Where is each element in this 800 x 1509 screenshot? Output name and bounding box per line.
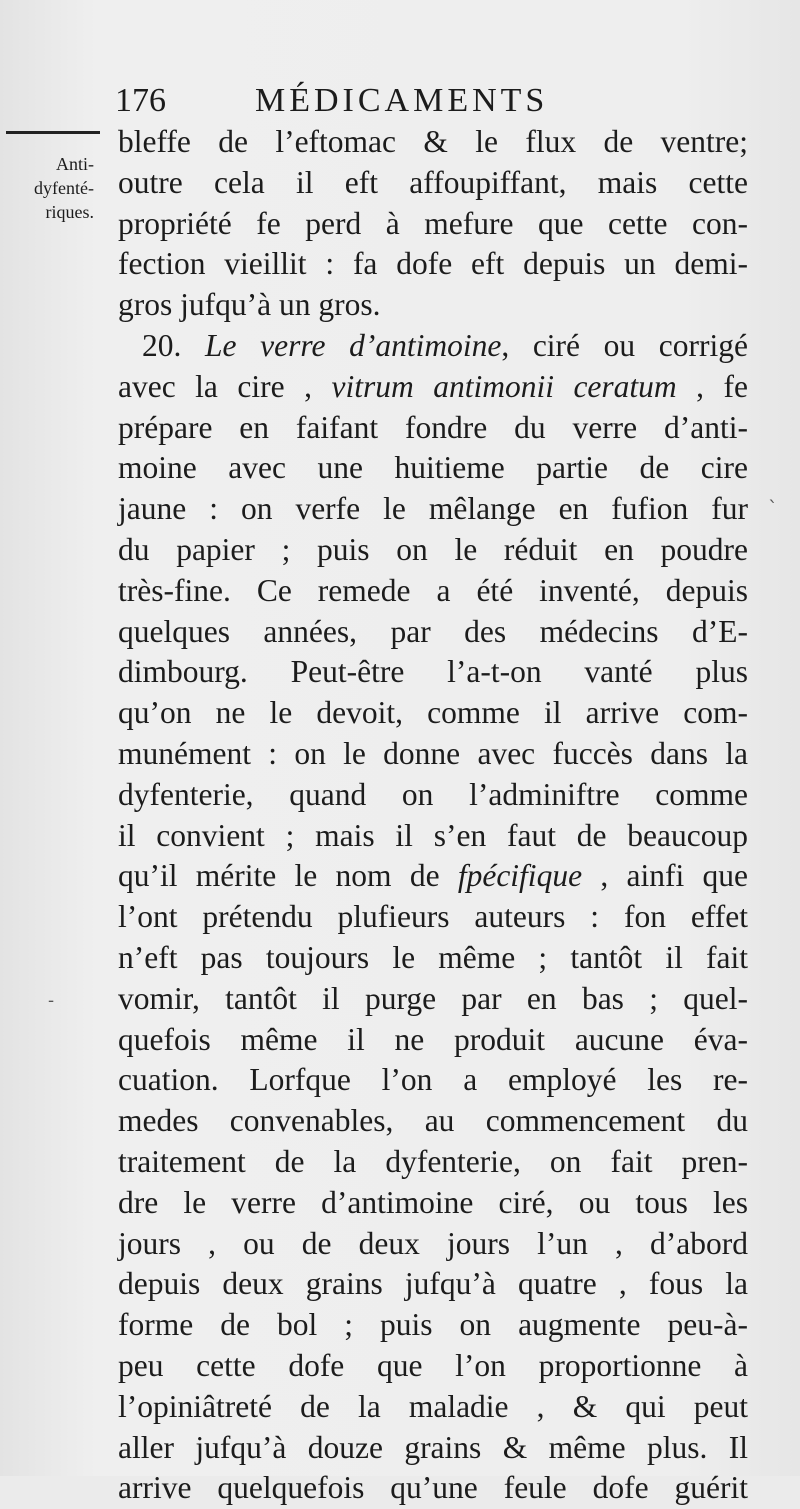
text-line: forme de bol ; puis on augmente peu-à-	[118, 1307, 748, 1343]
text-line: l’opiniâtreté de la maladie , & qui peut	[118, 1388, 748, 1424]
text-line	[118, 856, 748, 897]
running-title: MÉDICAMENTS	[255, 82, 549, 119]
text-line: gros jufqu’à un gros.	[118, 287, 381, 323]
stray-mark: -	[48, 990, 55, 1011]
text-line: aller jufqu’à douze grains & même plus. Il	[118, 1429, 748, 1465]
page-header	[115, 82, 595, 126]
text-line: vomir, tantôt il purge par en bas ; quel-	[118, 980, 748, 1016]
text-segment: , fe	[676, 368, 748, 404]
text-line: munément : on le donne avec fuccès dans la	[118, 735, 748, 771]
text-segment: qu’il mérite le nom de	[118, 858, 458, 894]
text-line: dre le verre d’antimoine ciré, ou tous les	[118, 1184, 748, 1220]
text-line: bleffe de l’eftomac & le flux de ventre;	[118, 124, 748, 159]
text-line: dyfenterie, quand on l’adminiftre comme	[118, 776, 748, 812]
text-line: quelques années, par des médecins d’E-	[118, 613, 748, 649]
text-line	[118, 326, 748, 367]
margin-note-line: Anti-	[56, 154, 94, 174]
text-line: moine avec une huitieme partie de cire	[118, 450, 748, 486]
margin-note	[2, 152, 94, 224]
text-line: outre cela il eft affoupiffant, mais cette	[118, 164, 748, 200]
text-segment: , ciré ou corrigé	[501, 327, 748, 363]
text-line: traitement de la dyfenterie, on fait pren-	[118, 1143, 748, 1179]
text-segment: 20.	[142, 327, 206, 363]
text-line: fection vieillit : fa dofe eft depuis un demi-	[118, 246, 748, 282]
text-line: arrive quelquefois qu’une feule dofe guérit	[118, 1470, 748, 1506]
text-line	[118, 367, 748, 408]
text-line: très-fine. Ce remede a été inventé, depuis	[118, 572, 748, 608]
text-line: medes convenables, au commencement du	[118, 1103, 748, 1139]
text-line: du papier ; puis on le réduit en poudre	[118, 531, 748, 567]
text-line: qu’on ne le devoit, comme il arrive com-	[118, 695, 748, 731]
italic-term: vitrum antimonii ceratum	[331, 368, 677, 404]
text-line: quefois même il ne produit aucune éva-	[118, 1021, 748, 1057]
text-segment: , ainfi que	[582, 858, 748, 894]
text-line: n’eft pas toujours le même ; tantôt il fait	[118, 939, 748, 975]
stray-mark: `	[768, 496, 778, 520]
text-line: cuation. Lorfque l’on a employé les re-	[118, 1062, 748, 1098]
text-line: propriété fe perd à mefure que cette con-	[118, 205, 748, 241]
margin-note-line: dyfenté-	[34, 178, 94, 198]
text-line: jours , ou de deux jours l’un , d’abord	[118, 1225, 748, 1261]
body-text	[118, 122, 748, 1509]
italic-term: fpécifique	[457, 858, 583, 894]
text-line: jaune : on verfe le mêlange en fufion fur	[118, 491, 748, 527]
text-line: l’ont prétendu plufieurs auteurs : fon effet	[118, 899, 748, 935]
italic-term: Le verre d’antimoine	[205, 327, 502, 363]
margin-note-line: riques.	[45, 202, 94, 222]
text-line: dimbourg. Peut-être l’a-t-on vanté plus	[118, 654, 748, 690]
page-number: 176	[115, 82, 166, 119]
text-line: prépare en faifant fondre du verre d’anti-	[118, 409, 748, 445]
margin-rule	[6, 131, 100, 134]
text-segment: avec la cire ,	[118, 368, 332, 404]
text-line: il convient ; mais il s’en faut de beaucoup	[118, 817, 748, 853]
text-line: depuis deux grains jufqu’à quatre , fous la	[118, 1266, 748, 1302]
text-line: peu cette dofe que l’on proportionne à	[118, 1347, 748, 1383]
